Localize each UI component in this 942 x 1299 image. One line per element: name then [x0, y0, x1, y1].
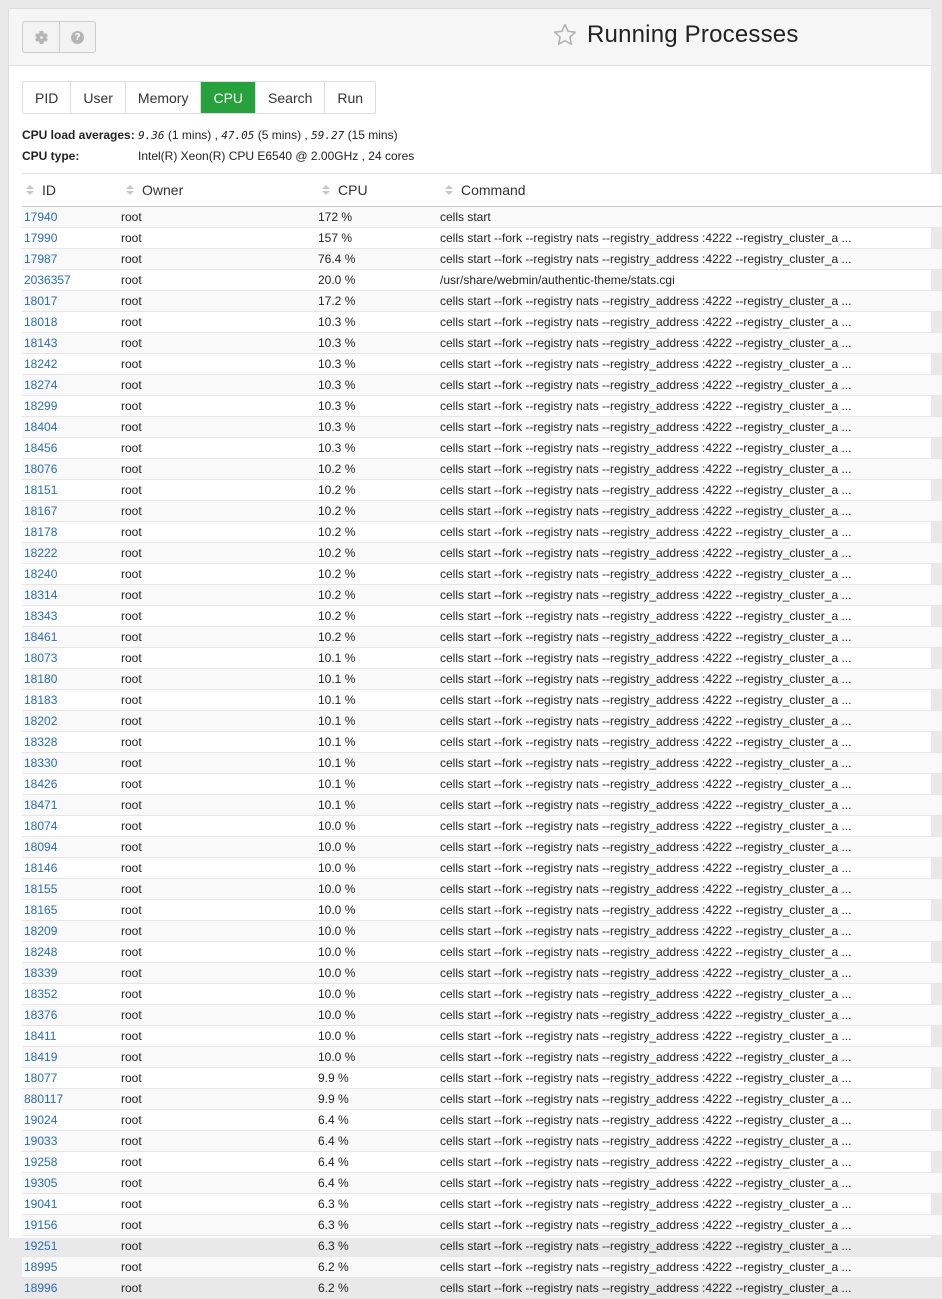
- process-owner: root: [121, 798, 142, 812]
- process-id-link[interactable]: 18995: [24, 1260, 58, 1274]
- process-id-link[interactable]: 18146: [24, 861, 58, 875]
- process-command: cells start --fork --registry nats --registry_address :4222 --registry_cluster_a ...: [440, 357, 852, 371]
- process-owner: root: [121, 1176, 142, 1190]
- process-cpu: 10.1 %: [318, 756, 356, 770]
- process-id-link[interactable]: 18411: [24, 1029, 57, 1043]
- column-header-owner[interactable]: Owner: [126, 174, 183, 206]
- process-id-link[interactable]: 18471: [24, 798, 58, 812]
- table-row: [22, 711, 942, 732]
- process-id-link[interactable]: 18018: [24, 315, 58, 329]
- process-command: cells start --fork --registry nats --registry_address :4222 --registry_cluster_a ...: [440, 294, 852, 308]
- table-row: [22, 249, 942, 270]
- process-cpu: 9.9 %: [318, 1071, 349, 1085]
- process-command: cells start --fork --registry nats --registry_address :4222 --registry_cluster_a ...: [440, 672, 852, 686]
- table-row: [22, 585, 942, 606]
- process-owner: root: [121, 378, 142, 392]
- process-cpu: 10.1 %: [318, 777, 356, 791]
- table-row: [22, 627, 942, 648]
- process-cpu: 76.4 %: [318, 252, 356, 266]
- process-command: cells start --fork --registry nats --registry_address :4222 --registry_cluster_a ...: [440, 1218, 852, 1232]
- process-owner: root: [121, 399, 142, 413]
- process-owner: root: [121, 861, 142, 875]
- process-cpu: 6.4 %: [318, 1176, 349, 1190]
- process-id-link[interactable]: 18376: [24, 1008, 58, 1022]
- process-cpu: 10.3 %: [318, 378, 356, 392]
- process-id-link[interactable]: 18178: [24, 525, 58, 539]
- process-cpu: 10.2 %: [318, 567, 356, 581]
- table-row: [22, 1005, 942, 1026]
- process-cpu: 10.1 %: [318, 651, 356, 665]
- table-row: [22, 396, 942, 417]
- table-row: [22, 312, 942, 333]
- process-owner: root: [121, 1134, 142, 1148]
- process-owner: root: [121, 1071, 142, 1085]
- process-owner: root: [121, 1239, 142, 1253]
- process-id-link[interactable]: 18240: [24, 567, 58, 581]
- process-id-link[interactable]: 18165: [24, 903, 58, 917]
- process-owner: root: [121, 294, 142, 308]
- process-cpu: 10.1 %: [318, 735, 356, 749]
- process-owner: root: [121, 630, 142, 644]
- process-owner: root: [121, 1092, 142, 1106]
- process-command: cells start --fork --registry nats --registry_address :4222 --registry_cluster_a ...: [440, 987, 852, 1001]
- process-command: cells start --fork --registry nats --registry_address :4222 --registry_cluster_a ...: [440, 924, 852, 938]
- process-id-link[interactable]: 18209: [24, 924, 58, 938]
- process-cpu: 6.4 %: [318, 1134, 349, 1148]
- process-command: cells start --fork --registry nats --registry_address :4222 --registry_cluster_a ...: [440, 336, 852, 350]
- process-id-link[interactable]: 18183: [24, 693, 58, 707]
- table-row: [22, 480, 942, 501]
- process-owner: root: [121, 441, 142, 455]
- process-command: cells start --fork --registry nats --registry_address :4222 --registry_cluster_a ...: [440, 483, 852, 497]
- process-command: cells start --fork --registry nats --registry_address :4222 --registry_cluster_a ...: [440, 1155, 852, 1169]
- process-cpu: 10.2 %: [318, 588, 356, 602]
- process-id-link[interactable]: 18456: [24, 441, 58, 455]
- process-command: cells start --fork --registry nats --registry_address :4222 --registry_cluster_a ...: [440, 735, 852, 749]
- process-cpu: 6.2 %: [318, 1260, 349, 1274]
- process-cpu: 10.2 %: [318, 504, 356, 518]
- table-row: [22, 606, 942, 627]
- process-id-link[interactable]: 18343: [24, 609, 58, 623]
- process-owner: root: [121, 1155, 142, 1169]
- load-15min-value: 59.27: [311, 129, 345, 142]
- process-owner: root: [121, 336, 142, 350]
- process-cpu: 10.0 %: [318, 987, 356, 1001]
- process-command: cells start --fork --registry nats --registry_address :4222 --registry_cluster_a ...: [440, 1029, 852, 1043]
- column-header-id[interactable]: ID: [26, 174, 56, 206]
- process-cpu: 10.0 %: [318, 840, 356, 854]
- table-row: [22, 648, 942, 669]
- process-command: cells start --fork --registry nats --registry_address :4222 --registry_cluster_a ...: [440, 420, 852, 434]
- table-row: [22, 270, 942, 291]
- process-command: cells start --fork --registry nats --registry_address :4222 --registry_cluster_a ...: [440, 693, 852, 707]
- title-area: [552, 21, 799, 49]
- process-owner: root: [121, 882, 142, 896]
- table-row: [22, 1215, 942, 1236]
- process-command: cells start --fork --registry nats --registry_address :4222 --registry_cluster_a ...: [440, 378, 852, 392]
- process-command: cells start --fork --registry nats --registry_address :4222 --registry_cluster_a ...: [440, 651, 852, 665]
- process-owner: root: [121, 1197, 142, 1211]
- process-id-link[interactable]: 18017: [24, 294, 58, 308]
- process-id-link[interactable]: 18094: [24, 840, 58, 854]
- process-command: cells start --fork --registry nats --registry_address :4222 --registry_cluster_a ...: [440, 777, 852, 791]
- process-owner: root: [121, 819, 142, 833]
- process-command: cells start --fork --registry nats --registry_address :4222 --registry_cluster_a ...: [440, 399, 852, 413]
- table-row: [22, 1236, 942, 1257]
- process-cpu: 10.2 %: [318, 546, 356, 560]
- process-owner: root: [121, 903, 142, 917]
- load-5min-unit: (5 mins) ,: [257, 128, 308, 142]
- table-row: [22, 1257, 942, 1278]
- process-id-link[interactable]: 19258: [24, 1155, 58, 1169]
- process-id-link[interactable]: 18151: [24, 483, 58, 497]
- process-owner: root: [121, 1218, 142, 1232]
- process-owner: root: [121, 420, 142, 434]
- process-owner: root: [121, 462, 142, 476]
- table-row: [22, 1068, 942, 1089]
- cpu-load-label: CPU load averages:: [22, 128, 135, 142]
- tab-pid[interactable]: PID: [35, 89, 59, 106]
- process-owner: root: [121, 1029, 142, 1043]
- process-owner: root: [121, 588, 142, 602]
- process-command: cells start --fork --registry nats --registry_address :4222 --registry_cluster_a ...: [440, 1050, 852, 1064]
- process-cpu: 10.2 %: [318, 630, 356, 644]
- table-row: [22, 354, 942, 375]
- process-owner: root: [121, 483, 142, 497]
- process-command: cells start --fork --registry nats --registry_address :4222 --registry_cluster_a ...: [440, 588, 852, 602]
- process-cpu: 6.3 %: [318, 1218, 349, 1232]
- table-row: [22, 690, 942, 711]
- process-owner: root: [121, 735, 142, 749]
- process-cpu: 6.4 %: [318, 1113, 349, 1127]
- process-id-link[interactable]: 18330: [24, 756, 58, 770]
- process-id-link[interactable]: 18339: [24, 966, 58, 980]
- table-header: [22, 174, 942, 207]
- gear-icon: [35, 31, 48, 44]
- process-owner: root: [121, 252, 142, 266]
- process-command: cells start --fork --registry nats --registry_address :4222 --registry_cluster_a ...: [440, 1176, 852, 1190]
- process-id-link[interactable]: 18996: [24, 1281, 58, 1295]
- process-id-link[interactable]: 19024: [24, 1113, 58, 1127]
- process-command: cells start --fork --registry nats --registry_address :4222 --registry_cluster_a ...: [440, 252, 852, 266]
- process-cpu: 10.0 %: [318, 1050, 356, 1064]
- table-row: [22, 1089, 942, 1110]
- process-id-link[interactable]: 18073: [24, 651, 58, 665]
- process-owner: root: [121, 546, 142, 560]
- column-header-command[interactable]: Command: [445, 174, 526, 206]
- process-command: cells start --fork --registry nats --registry_address :4222 --registry_cluster_a ...: [440, 1197, 852, 1211]
- table-row: [22, 543, 942, 564]
- process-id-link[interactable]: 18314: [24, 588, 58, 602]
- process-cpu: 10.1 %: [318, 672, 356, 686]
- process-owner: root: [121, 966, 142, 980]
- process-owner: root: [121, 210, 142, 224]
- table-row: [22, 879, 942, 900]
- process-id-link[interactable]: 18461: [24, 630, 58, 644]
- main-panel: [8, 8, 931, 1295]
- process-owner: root: [121, 756, 142, 770]
- process-command: cells start --fork --registry nats --registry_address :4222 --registry_cluster_a ...: [440, 1008, 852, 1022]
- process-cpu: 20.0 %: [318, 273, 356, 287]
- process-cpu: 6.3 %: [318, 1239, 349, 1253]
- process-id-link[interactable]: 18143: [24, 336, 58, 350]
- process-command: cells start --fork --registry nats --registry_address :4222 --registry_cluster_a ...: [440, 1260, 852, 1274]
- process-id-link[interactable]: 17990: [24, 231, 58, 245]
- process-command: cells start --fork --registry nats --registry_address :4222 --registry_cluster_a ...: [440, 1092, 852, 1106]
- process-cpu: 10.2 %: [318, 462, 356, 476]
- process-owner: root: [121, 1281, 142, 1295]
- process-owner: root: [121, 231, 142, 245]
- process-owner: root: [121, 945, 142, 959]
- process-command: cells start --fork --registry nats --registry_address :4222 --registry_cluster_a ...: [440, 1113, 852, 1127]
- process-cpu: 10.0 %: [318, 861, 356, 875]
- process-command: cells start --fork --registry nats --registry_address :4222 --registry_cluster_a ...: [440, 903, 852, 917]
- table-row: [22, 522, 942, 543]
- table-row: [22, 459, 942, 480]
- process-id-link[interactable]: 18242: [24, 357, 58, 371]
- column-header-cpu[interactable]: CPU: [322, 174, 368, 206]
- process-command: cells start --fork --registry nats --registry_address :4222 --registry_cluster_a ...: [440, 1239, 852, 1253]
- process-command: cells start --fork --registry nats --registry_address :4222 --registry_cluster_a ...: [440, 609, 852, 623]
- process-command: cells start --fork --registry nats --registry_address :4222 --registry_cluster_a ...: [440, 945, 852, 959]
- process-owner: root: [121, 1260, 142, 1274]
- sort-icon: [26, 185, 34, 195]
- process-id-link[interactable]: 18404: [24, 420, 58, 434]
- table-row: [22, 774, 942, 795]
- process-cpu: 10.2 %: [318, 483, 356, 497]
- process-id-link[interactable]: 18180: [24, 672, 58, 686]
- process-cpu: 10.0 %: [318, 882, 356, 896]
- process-id-link[interactable]: 18074: [24, 819, 58, 833]
- process-command: cells start: [440, 210, 491, 224]
- process-id-link[interactable]: 18274: [24, 378, 58, 392]
- process-owner: root: [121, 1008, 142, 1022]
- process-command: cells start --fork --registry nats --registry_address :4222 --registry_cluster_a ...: [440, 798, 852, 812]
- tab-run[interactable]: Run: [324, 82, 375, 113]
- process-command: cells start --fork --registry nats --registry_address :4222 --registry_cluster_a ...: [440, 567, 852, 581]
- process-owner: root: [121, 924, 142, 938]
- process-command: /usr/share/webmin/authentic-theme/stats.cgi: [440, 273, 675, 287]
- process-id-link[interactable]: 19033: [24, 1134, 58, 1148]
- settings-button[interactable]: [23, 22, 59, 52]
- process-owner: root: [121, 567, 142, 581]
- table-row: [22, 858, 942, 879]
- table-row: [22, 291, 942, 312]
- process-id-link[interactable]: 18202: [24, 714, 58, 728]
- process-cpu: 10.3 %: [318, 315, 356, 329]
- process-cpu: 10.0 %: [318, 903, 356, 917]
- table-row: [22, 1110, 942, 1131]
- process-cpu: 10.0 %: [318, 924, 356, 938]
- process-id-link[interactable]: 2036357: [24, 273, 71, 287]
- table-row: [22, 438, 942, 459]
- tab-memory[interactable]: Memory: [125, 82, 201, 113]
- process-command: cells start --fork --registry nats --registry_address :4222 --registry_cluster_a ...: [440, 1134, 852, 1148]
- process-owner: root: [121, 273, 142, 287]
- process-owner: root: [121, 987, 142, 1001]
- table-row: [22, 564, 942, 585]
- process-cpu: 10.3 %: [318, 357, 356, 371]
- process-command: cells start --fork --registry nats --registry_address :4222 --registry_cluster_a ...: [440, 840, 852, 854]
- cpu-load-line: [22, 128, 398, 142]
- table-row: [22, 921, 942, 942]
- table-row: [22, 900, 942, 921]
- process-command: cells start --fork --registry nats --registry_address :4222 --registry_cluster_a ...: [440, 315, 852, 329]
- process-cpu: 10.2 %: [318, 525, 356, 539]
- process-cpu: 10.1 %: [318, 693, 356, 707]
- table-row: [22, 333, 942, 354]
- load-1min-unit: (1 mins) ,: [167, 128, 218, 142]
- tab-user[interactable]: User: [70, 82, 125, 113]
- process-owner: root: [121, 525, 142, 539]
- process-id-link[interactable]: 18328: [24, 735, 58, 749]
- process-command: cells start --fork --registry nats --registry_address :4222 --registry_cluster_a ...: [440, 546, 852, 560]
- process-command: cells start --fork --registry nats --registry_address :4222 --registry_cluster_a ...: [440, 630, 852, 644]
- process-command: cells start --fork --registry nats --registry_address :4222 --registry_cluster_a ...: [440, 1281, 852, 1295]
- process-owner: root: [121, 672, 142, 686]
- process-cpu: 10.1 %: [318, 714, 356, 728]
- table-row: [22, 753, 942, 774]
- process-owner: root: [121, 504, 142, 518]
- process-cpu: 10.1 %: [318, 798, 356, 812]
- table-row: [22, 501, 942, 522]
- process-command: cells start --fork --registry nats --registry_address :4222 --registry_cluster_a ...: [440, 504, 852, 518]
- process-id-link[interactable]: 18077: [24, 1071, 58, 1085]
- process-owner: root: [121, 651, 142, 665]
- tab-cpu[interactable]: CPU: [200, 82, 255, 113]
- process-cpu: 10.3 %: [318, 399, 356, 413]
- help-icon: ?: [71, 31, 84, 44]
- process-id-link[interactable]: 18167: [24, 504, 58, 518]
- process-command: cells start --fork --registry nats --registry_address :4222 --registry_cluster_a ...: [440, 966, 852, 980]
- process-id-link[interactable]: 19305: [24, 1176, 58, 1190]
- process-id-link[interactable]: 18426: [24, 777, 58, 791]
- process-command: cells start --fork --registry nats --registry_address :4222 --registry_cluster_a ...: [440, 1071, 852, 1085]
- process-id-link[interactable]: 18352: [24, 987, 58, 1001]
- process-cpu: 6.3 %: [318, 1197, 349, 1211]
- process-id-link[interactable]: 19251: [24, 1239, 58, 1253]
- process-id-link[interactable]: 18155: [24, 882, 58, 896]
- table-row: [22, 1194, 942, 1215]
- table-row: [22, 228, 942, 249]
- cpu-type-value: Intel(R) Xeon(R) CPU E6540 @ 2.00GHz , 24 cores: [138, 149, 415, 163]
- table-row: [22, 732, 942, 753]
- table-row: [22, 1131, 942, 1152]
- star-icon[interactable]: [552, 22, 578, 48]
- process-command: cells start --fork --registry nats --registry_address :4222 --registry_cluster_a ...: [440, 525, 852, 539]
- process-cpu: 10.0 %: [318, 1008, 356, 1022]
- sort-icon: [322, 185, 330, 195]
- process-cpu: 172 %: [318, 210, 353, 224]
- table-body: [22, 207, 942, 1299]
- process-cpu: 9.9 %: [318, 1092, 349, 1106]
- load-5min-value: 47.05: [221, 129, 255, 142]
- process-owner: root: [121, 693, 142, 707]
- process-command: cells start --fork --registry nats --registry_address :4222 --registry_cluster_a ...: [440, 231, 852, 245]
- process-cpu: 10.0 %: [318, 1029, 356, 1043]
- process-id-link[interactable]: 18222: [24, 546, 58, 560]
- process-owner: root: [121, 315, 142, 329]
- table-row: [22, 375, 942, 396]
- process-id-link[interactable]: 17987: [24, 252, 58, 266]
- process-command: cells start --fork --registry nats --registry_address :4222 --registry_cluster_a ...: [440, 756, 852, 770]
- table-row: [22, 816, 942, 837]
- sort-icon: [126, 185, 134, 195]
- process-command: cells start --fork --registry nats --registry_address :4222 --registry_cluster_a ...: [440, 861, 852, 875]
- page-title: Running Processes: [587, 21, 799, 48]
- table-row: [22, 963, 942, 984]
- table-row: [22, 417, 942, 438]
- process-cpu: 6.4 %: [318, 1155, 349, 1169]
- process-owner: root: [121, 714, 142, 728]
- cpu-type-line: [22, 149, 415, 163]
- process-cpu: 10.0 %: [318, 819, 356, 833]
- tab-bar: [22, 81, 376, 114]
- sort-icon: [445, 185, 453, 195]
- process-cpu: 10.0 %: [318, 966, 356, 980]
- process-cpu: 10.3 %: [318, 420, 356, 434]
- process-table: [22, 173, 942, 1299]
- process-id-link[interactable]: 19156: [24, 1218, 58, 1232]
- load-1min-value: 9.36: [138, 129, 165, 142]
- load-15min-unit: (15 mins): [347, 128, 398, 142]
- process-owner: root: [121, 1050, 142, 1064]
- process-owner: root: [121, 777, 142, 791]
- table-row: [22, 1278, 942, 1299]
- table-row: [22, 1047, 942, 1068]
- process-id-link[interactable]: 18248: [24, 945, 58, 959]
- cpu-type-label: CPU type:: [22, 149, 80, 163]
- header-button-group: [22, 21, 96, 53]
- process-cpu: 10.0 %: [318, 945, 356, 959]
- table-row: [22, 942, 942, 963]
- process-owner: root: [121, 1113, 142, 1127]
- help-button[interactable]: [59, 22, 95, 52]
- process-id-link[interactable]: 17940: [24, 210, 58, 224]
- process-command: cells start --fork --registry nats --registry_address :4222 --registry_cluster_a ...: [440, 819, 852, 833]
- table-row: [22, 669, 942, 690]
- process-owner: root: [121, 840, 142, 854]
- table-row: [22, 1173, 942, 1194]
- table-row: [22, 1152, 942, 1173]
- page-header: [9, 9, 931, 66]
- table-row: [22, 207, 942, 228]
- process-cpu: 10.2 %: [318, 609, 356, 623]
- process-owner: root: [121, 357, 142, 371]
- process-command: cells start --fork --registry nats --registry_address :4222 --registry_cluster_a ...: [440, 462, 852, 476]
- process-owner: root: [121, 609, 142, 623]
- tab-search[interactable]: Search: [255, 82, 324, 113]
- process-id-link[interactable]: 18419: [24, 1050, 58, 1064]
- process-cpu: 17.2 %: [318, 294, 356, 308]
- process-id-link[interactable]: 18076: [24, 462, 58, 476]
- process-cpu: 10.3 %: [318, 336, 356, 350]
- process-command: cells start --fork --registry nats --registry_address :4222 --registry_cluster_a ...: [440, 714, 852, 728]
- table-row: [22, 837, 942, 858]
- table-row: [22, 1026, 942, 1047]
- table-row: [22, 984, 942, 1005]
- table-row: [22, 795, 942, 816]
- process-command: cells start --fork --registry nats --registry_address :4222 --registry_cluster_a ...: [440, 441, 852, 455]
- process-id-link[interactable]: 18299: [24, 399, 58, 413]
- process-id-link[interactable]: 880117: [24, 1092, 64, 1106]
- process-cpu: 10.3 %: [318, 441, 356, 455]
- process-id-link[interactable]: 19041: [24, 1197, 58, 1211]
- process-cpu: 157 %: [318, 231, 353, 245]
- process-command: cells start --fork --registry nats --registry_address :4222 --registry_cluster_a ...: [440, 882, 852, 896]
- process-cpu: 6.2 %: [318, 1281, 349, 1295]
